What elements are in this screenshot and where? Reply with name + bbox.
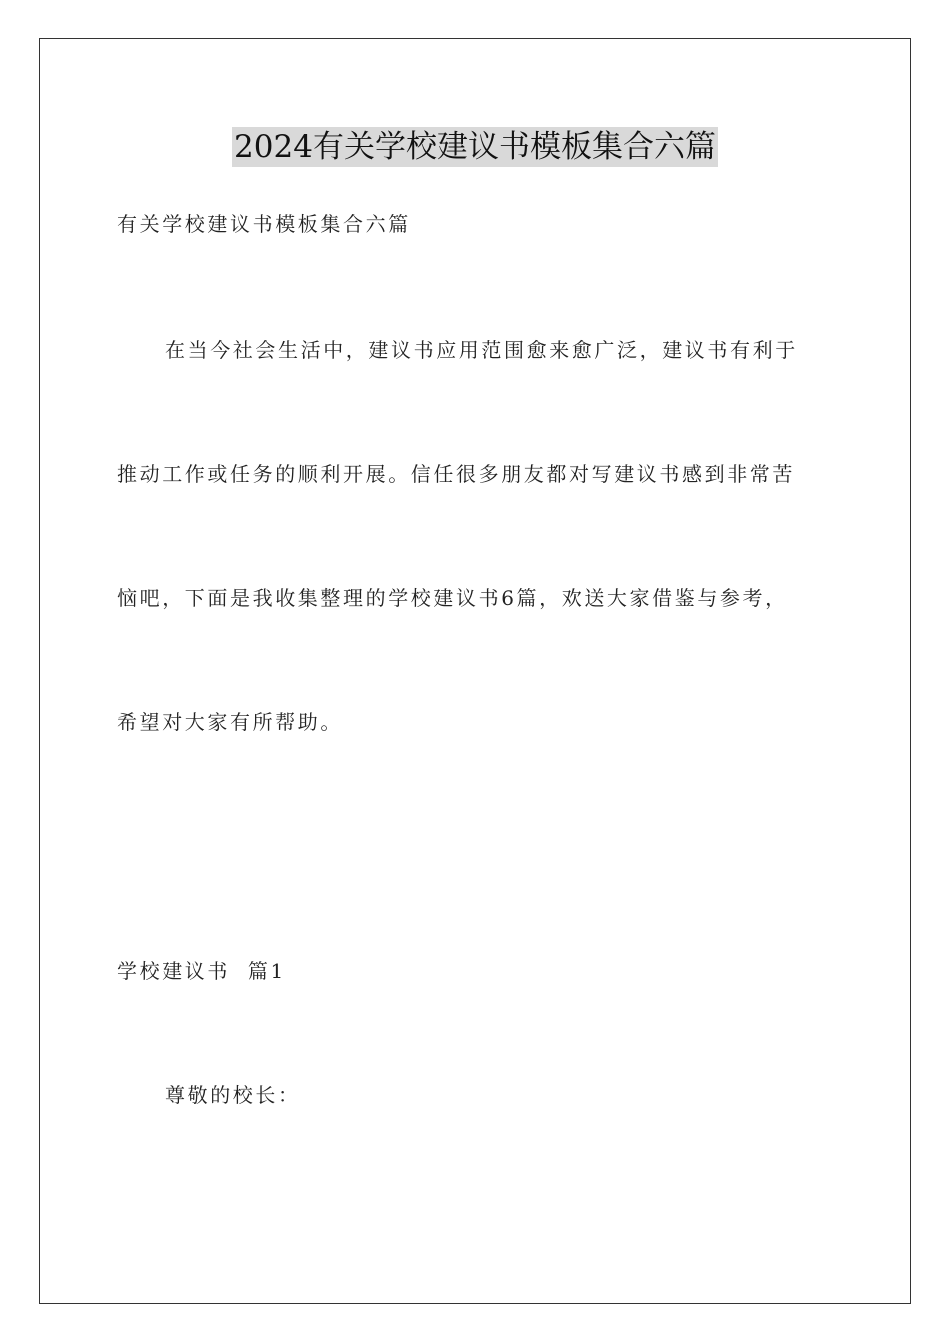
section-heading: 学校建议书 篇1	[117, 959, 286, 983]
intro-line-1: 在当今社会生活中，建议书应用范围愈来愈广泛，建议书有利于	[165, 338, 798, 362]
intro-line-2: 推动工作或任务的顺利开展。信任很多朋友都对写建议书感到非常苦	[117, 462, 795, 486]
intro-line-3: 恼吧，下面是我收集整理的学校建议书6篇，欢送大家借鉴与参考，	[117, 586, 788, 610]
salutation: 尊敬的校长：	[165, 1083, 301, 1107]
intro-line-4: 希望对大家有所帮助。	[117, 710, 343, 734]
document-title: 2024有关学校建议书模板集合六篇	[234, 129, 716, 165]
document-subtitle: 有关学校建议书模板集合六篇	[117, 212, 411, 236]
title-container	[0, 127, 950, 167]
